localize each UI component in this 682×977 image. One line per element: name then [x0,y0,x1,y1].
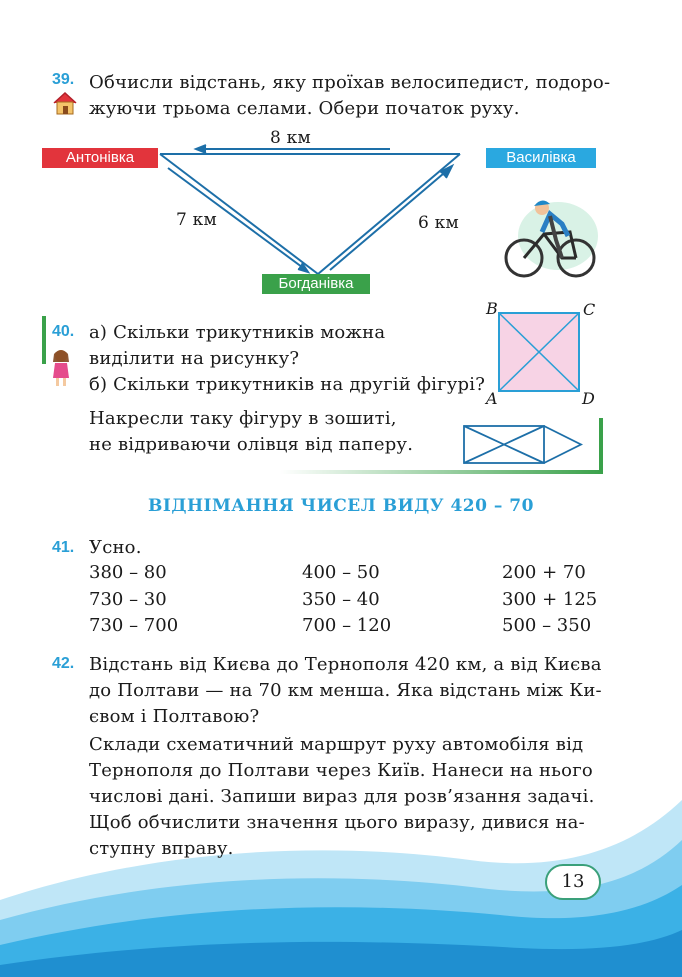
distance-left-label: 7 км [176,210,217,230]
expression: 500 – 350 [502,615,592,636]
expression: 400 – 50 [302,562,380,583]
expression: 700 – 120 [302,615,392,636]
exercise-42-number: 42. [52,655,75,672]
exercise-40-task-line1: Накресли таку фігуру в зошиті, [89,408,397,429]
vertex-c-label: C [583,300,596,319]
exercise-42-line: до Полтави — на 70 км менша. Яка відстань між Ки- [89,680,602,701]
exercise-42-line: Щоб обчислити значення цього виразу, дивися на- [89,812,585,833]
expression: 350 – 40 [302,589,380,610]
expression: 300 + 125 [502,589,598,610]
village-bohdanivka-label: Богданівка [262,274,370,294]
page-number: 13 [545,864,601,900]
exercise-42-line: євом і Полтавою? [89,706,260,727]
cyclist-icon [498,196,602,280]
exercise-40-question-b: б) Скільки трикутників на другій фігурі? [89,374,486,395]
exercise-40-left-bar [42,316,46,364]
exercise-40-bottom-bar [280,470,603,474]
house-icon [52,91,78,115]
section-title: ВІДНІМАННЯ ЧИСЕЛ ВИДУ 420 – 70 [148,496,534,516]
exercise-40-question-a-line1: а) Скільки трикутників можна [89,322,386,343]
expression: 730 – 700 [89,615,179,636]
expression: 200 + 70 [502,562,586,583]
expression: 730 – 30 [89,589,167,610]
village-vasylivka-label: Василівка [486,148,596,168]
exercise-39-number: 39. [52,71,75,88]
exercise-40-number: 40. [52,323,75,340]
exercise-41-title: Усно. [89,537,142,558]
distance-top-label: 8 км [270,128,311,148]
exercise-40-right-bar [599,418,603,472]
square-figure [498,312,580,392]
exercise-39-text-line1: Обчисли відстань, яку проїхав велосипедист, подоро- [89,72,611,93]
expression: 380 – 80 [89,562,167,583]
exercise-39-text-line2: жуючи трьома селами. Обери початок руху. [89,98,520,119]
vertex-a-label: A [486,389,498,408]
girl-icon [50,348,72,388]
distance-right-label: 6 км [418,213,459,233]
vertex-d-label: D [582,389,596,408]
exercise-42-line: Тернополя до Полтави через Київ. Нанеси на нього [89,760,593,781]
exercise-42-line: Склади схематичний маршрут руху автомобіля від [89,734,584,755]
exercise-41-number: 41. [52,539,75,556]
envelope-figure [462,424,584,466]
exercise-42-line: числові дані. Запиши вираз для розв’язання задачі. [89,786,595,807]
exercise-40-question-a-line2: виділити на рисунку? [89,348,300,369]
village-antonivka-label: Антонівка [42,148,158,168]
vertex-b-label: B [486,299,498,318]
exercise-40-task-line2: не відриваючи олівця від паперу. [89,434,414,455]
exercise-42-line: Відстань від Києва до Тернополя 420 км, а від Києва [89,654,602,675]
exercise-42-line: ступну вправу. [89,838,234,859]
